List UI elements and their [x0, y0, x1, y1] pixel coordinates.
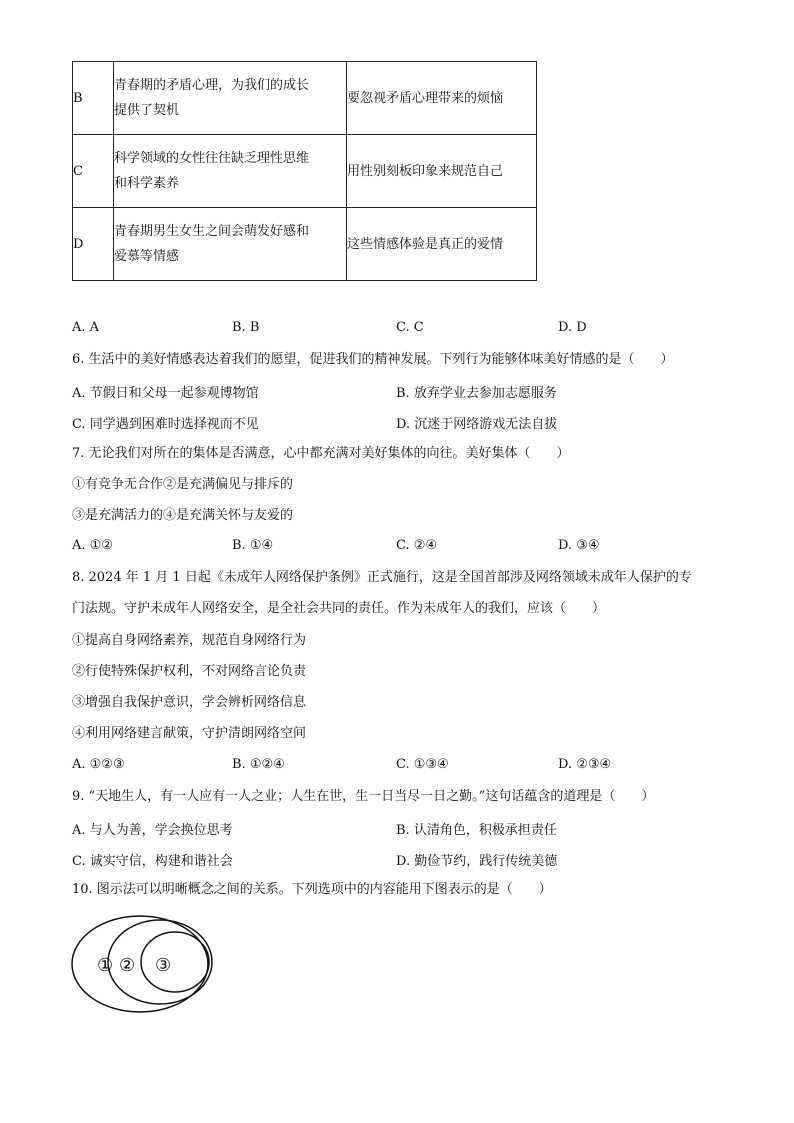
row-content-line: 青春期男生女生之间会萌发好感和 — [114, 224, 310, 239]
q9-option-d[interactable]: D. 勤俭节约，践行传统美德 — [396, 854, 558, 869]
row-note: 这些情感体验是真正的爱情 — [347, 208, 537, 281]
q10-stem: 10. 图示法可以明晰概念之间的关系。下列选项中的内容能用下图表示的是（ ） — [72, 882, 552, 897]
q6-stem: 6. 生活中的美好情感表达着我们的愿望，促进我们的精神发展。下列行为能够体味美好情感的是（ ） — [72, 352, 674, 367]
row-letter: C — [73, 135, 114, 208]
q6-option-a[interactable]: A. 节假日和父母一起参观博物馆 — [72, 386, 259, 401]
q6-option-c[interactable]: C. 同学遇到困难时选择视而不见 — [72, 417, 259, 432]
row-content-line: 提供了契机 — [114, 103, 180, 118]
row-content-line: 科学领域的女性往往缺乏理性思维 — [114, 151, 310, 166]
inner-ellipse — [141, 932, 209, 992]
q8-item-2: ②行使特殊保护权利，不对网络言论负责 — [72, 664, 307, 679]
q7-item-1: ①有竞争无合作②是充满偏见与排斥的 — [72, 477, 294, 492]
table-row — [73, 135, 537, 208]
q5-option-c[interactable]: C. C — [396, 320, 424, 335]
q8-stem-line1: 8. 2024 年 1 月 1 日起《未成年人网络保护条例》正式施行，这是全国首部涉及网络领域未成年人保护的专 — [72, 570, 692, 585]
q9-option-c[interactable]: C. 诚实守信，构建和谐社会 — [72, 854, 233, 869]
q6-option-d[interactable]: D. 沉迷于网络游戏无法自拔 — [396, 417, 558, 432]
table-row — [73, 208, 537, 281]
q5-option-a[interactable]: A. A — [72, 320, 100, 335]
row-content-line: 和科学素养 — [114, 176, 180, 191]
q8-stem-line2: 门法规。守护未成年人网络安全，是全社会共同的责任。作为未成年人的我们，应该（ ） — [72, 601, 606, 616]
q7-option-b[interactable]: B. ①④ — [232, 538, 274, 553]
q7-option-d[interactable]: D. ③④ — [558, 538, 600, 553]
row-note: 用性别刻板印象来规范自己 — [347, 135, 537, 208]
q7-item-2: ③是充满活力的④是充满关怀与友爱的 — [72, 508, 294, 523]
q8-option-b[interactable]: B. ①②④ — [232, 757, 285, 772]
q8-option-c[interactable]: C. ①③④ — [396, 757, 449, 772]
q6-option-b[interactable]: B. 放弃学业去参加志愿服务 — [396, 386, 557, 401]
diagram-label-1: ① — [97, 955, 114, 976]
diagram-label-2: ② — [119, 955, 136, 976]
q8-option-d[interactable]: D. ②③④ — [558, 757, 612, 772]
q5-option-d[interactable]: D. D — [558, 320, 587, 335]
q7-stem: 7. 无论我们对所在的集体是否满意，心中都充满对美好集体的向往。美好集体（ ） — [72, 446, 570, 461]
q8-item-1: ①提高自身网络素养，规范自身网络行为 — [72, 633, 307, 648]
row-letter: D — [73, 208, 114, 281]
row-content — [114, 135, 347, 208]
nested-circles-diagram — [70, 914, 220, 1014]
diagram-label-3: ③ — [155, 955, 172, 976]
q8-option-a[interactable]: A. ①②③ — [72, 757, 125, 772]
options-table — [72, 61, 537, 281]
q8-item-3: ③增强自我保护意识，学会辨析网络信息 — [72, 695, 307, 710]
row-content — [114, 62, 347, 135]
row-content-line: 爱慕等情感 — [114, 249, 180, 264]
q9-stem: 9. “天地生人，有一人应有一人之业；人生在世，生一日当尽一日之勤。”这句话蕴含的道理是（ ） — [72, 789, 655, 804]
q9-option-a[interactable]: A. 与人为善，学会换位思考 — [72, 823, 233, 838]
q7-option-a[interactable]: A. ①② — [72, 538, 113, 553]
row-note: 要忽视矛盾心理带来的烦恼 — [347, 62, 537, 135]
q9-option-b[interactable]: B. 认清角色，积极承担责任 — [396, 823, 557, 838]
q5-option-b[interactable]: B. B — [232, 320, 260, 335]
row-content — [114, 208, 347, 281]
table-row — [73, 62, 537, 135]
q8-item-4: ④利用网络建言献策，守护清朗网络空间 — [72, 726, 307, 741]
row-content-line: 青春期的矛盾心理，为我们的成长 — [114, 78, 310, 93]
row-letter: B — [73, 62, 114, 135]
q7-option-c[interactable]: C. ②④ — [396, 538, 438, 553]
